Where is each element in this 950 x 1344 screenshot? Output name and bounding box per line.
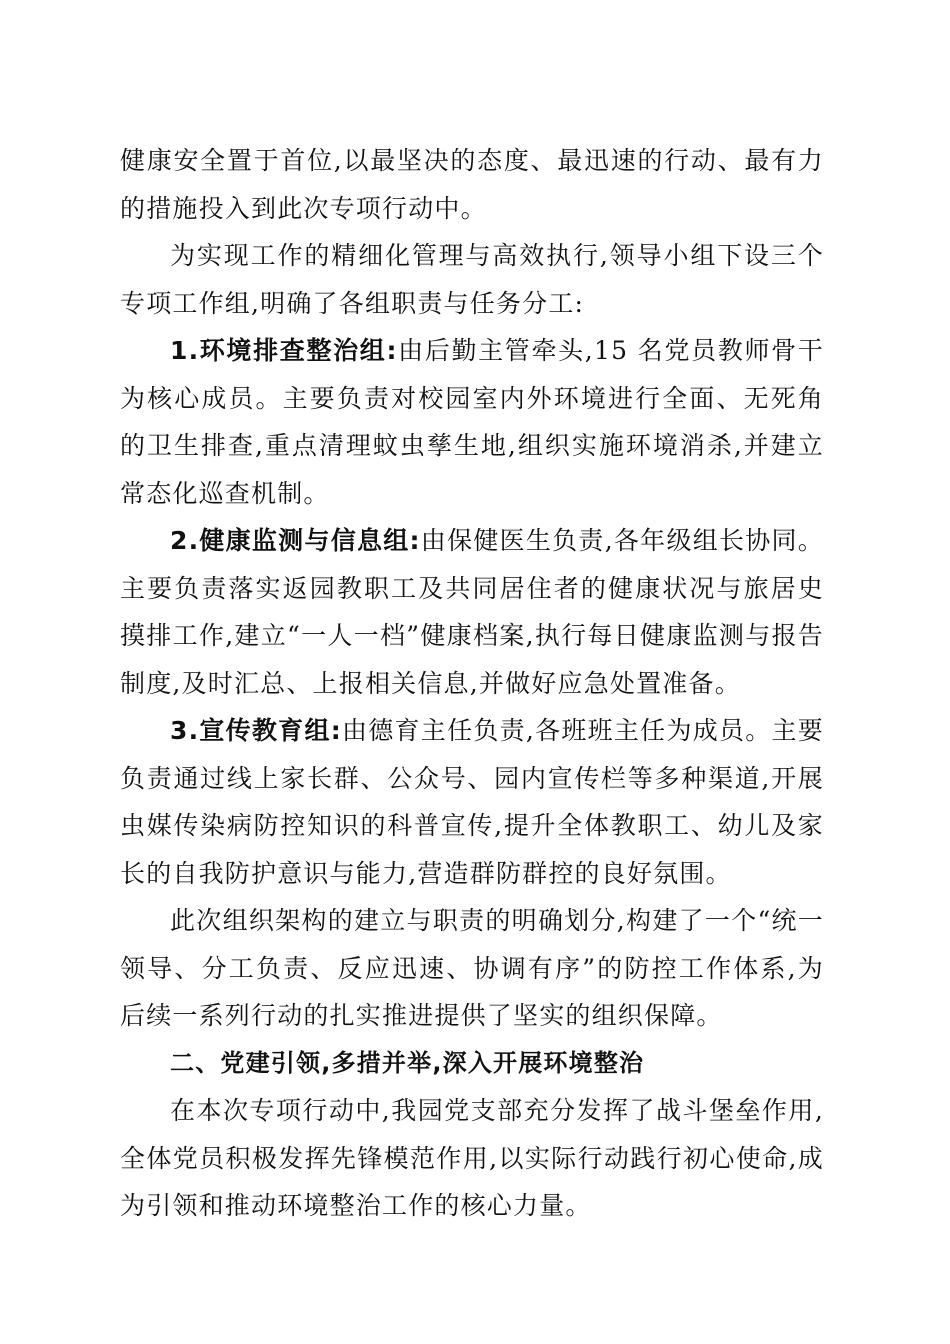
paragraph-continuation: 健康安全置于首位,以最坚决的态度、最迅速的行动、最有力的措施投入到此次专项行动中。: [120, 146, 824, 223]
list-item-body: 由保健医生负责,各年级组长协同。主要负责落实返园教职工及共同居住者的健康状况与旅居史摸排工作,建立“一人一档”健康档案,执行每日健康监测与报告制度,及时汇总、上报相关信息,并做好应急处置准备。: [120, 526, 825, 698]
list-item-publicity-group: [120, 707, 824, 897]
paragraph-system-summary: 此次组织架构的建立与职责的明确划分,构建了一个“统一领导、分工负责、反应迅速、协调有序”的防控工作体系,为后续一系列行动的扎实推进提供了坚实的组织保障。: [120, 906, 824, 1030]
list-item-title: 2.健康监测与信息组:: [170, 526, 421, 555]
list-item-body: 由德育主任负责,各班班主任为成员。主要负责通过线上家长群、公众号、园内宣传栏等多种渠道,开展虫媒传染病防控知识的科普宣传,提升全体教职工、幼儿及家长的自我防护意识与能力,营造群防群控的良好氛围。: [120, 716, 825, 888]
paragraph-working-groups-intro: 为实现工作的精细化管理与高效执行,领导小组下设三个专项工作组,明确了各组职责与任务分工:: [120, 241, 824, 318]
list-item-environment-group: [120, 327, 824, 517]
list-item-body: 由后勤主管牵头,15 名党员教师骨干为核心成员。主要负责对校园室内外环境进行全面、无死角的卫生排查,重点清理蚊虫孳生地,组织实施环境消杀,并建立常态化巡查机制。: [120, 336, 825, 508]
paragraph-party-leadership: 在本次专项行动中,我园党支部充分发挥了战斗堡垒作用,全体党员积极发挥先锋模范作用,以实际行动践行初心使命,成为引领和推动环境整治工作的核心力量。: [120, 1096, 824, 1220]
list-item-title: 1.环境排查整治组:: [170, 336, 398, 365]
list-item-title: 3.宣传教育组:: [170, 716, 342, 745]
section-heading: 二、党建引领,多措并举,深入开展环境整治: [170, 1048, 645, 1077]
document-body: [120, 137, 824, 1230]
list-item-health-monitoring-group: [120, 517, 824, 707]
